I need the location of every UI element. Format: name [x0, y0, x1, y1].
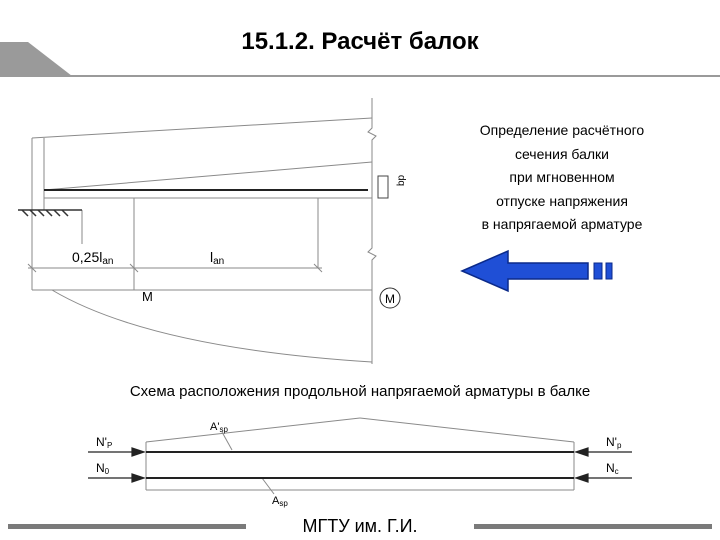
side-note: [448, 119, 676, 237]
footer-bar-left: [8, 524, 246, 529]
beam-inner-slope: [44, 162, 372, 190]
direction-arrow: [462, 251, 612, 291]
lower-beam-top-right: [360, 418, 574, 442]
leader-asp-top: [222, 432, 232, 450]
moment-curve: [52, 290, 372, 362]
force-arrows-right: [576, 448, 632, 482]
label-M-right: M: [385, 292, 395, 306]
label-Nc: Nc: [606, 461, 619, 476]
footer-organization: МГТУ им. Г.И.: [302, 516, 418, 536]
label-lan: lan: [210, 249, 225, 267]
label-Np-right: N'p: [606, 435, 622, 450]
side-note-line: Определение расчётного: [479, 122, 645, 138]
lower-beam-top-left: [146, 418, 360, 442]
side-note-line: при мгновенном: [509, 169, 615, 185]
label-M-left: M: [142, 289, 153, 304]
side-note-line: отпуске напряжения: [496, 192, 628, 209]
slide-title: 15.1.2. Расчёт балок: [241, 28, 479, 55]
beam-break-line: [368, 98, 376, 364]
beam-top-edge: [32, 118, 372, 138]
scheme-caption: Схема расположения продольной напрягаемой арматуры в балке: [129, 383, 591, 400]
label-Asp-bottom: Asp: [272, 495, 288, 508]
label-Asp-top: A'sp: [210, 421, 228, 434]
upper-beam-diagram: [28, 98, 376, 364]
label-bp: bp: [396, 174, 407, 186]
side-note-line: сечения балки: [514, 145, 610, 162]
label-025lan: 0,25lan: [72, 249, 114, 267]
label-N0: N0: [96, 461, 110, 476]
label-Np-left: N'P: [96, 435, 113, 450]
bp-marker: [378, 176, 388, 198]
support-symbol: [18, 210, 82, 216]
footer-bar-right: [474, 524, 712, 529]
side-note-line: в напрягаемой арматуре: [481, 216, 643, 232]
leader-asp-bottom: [262, 478, 274, 494]
